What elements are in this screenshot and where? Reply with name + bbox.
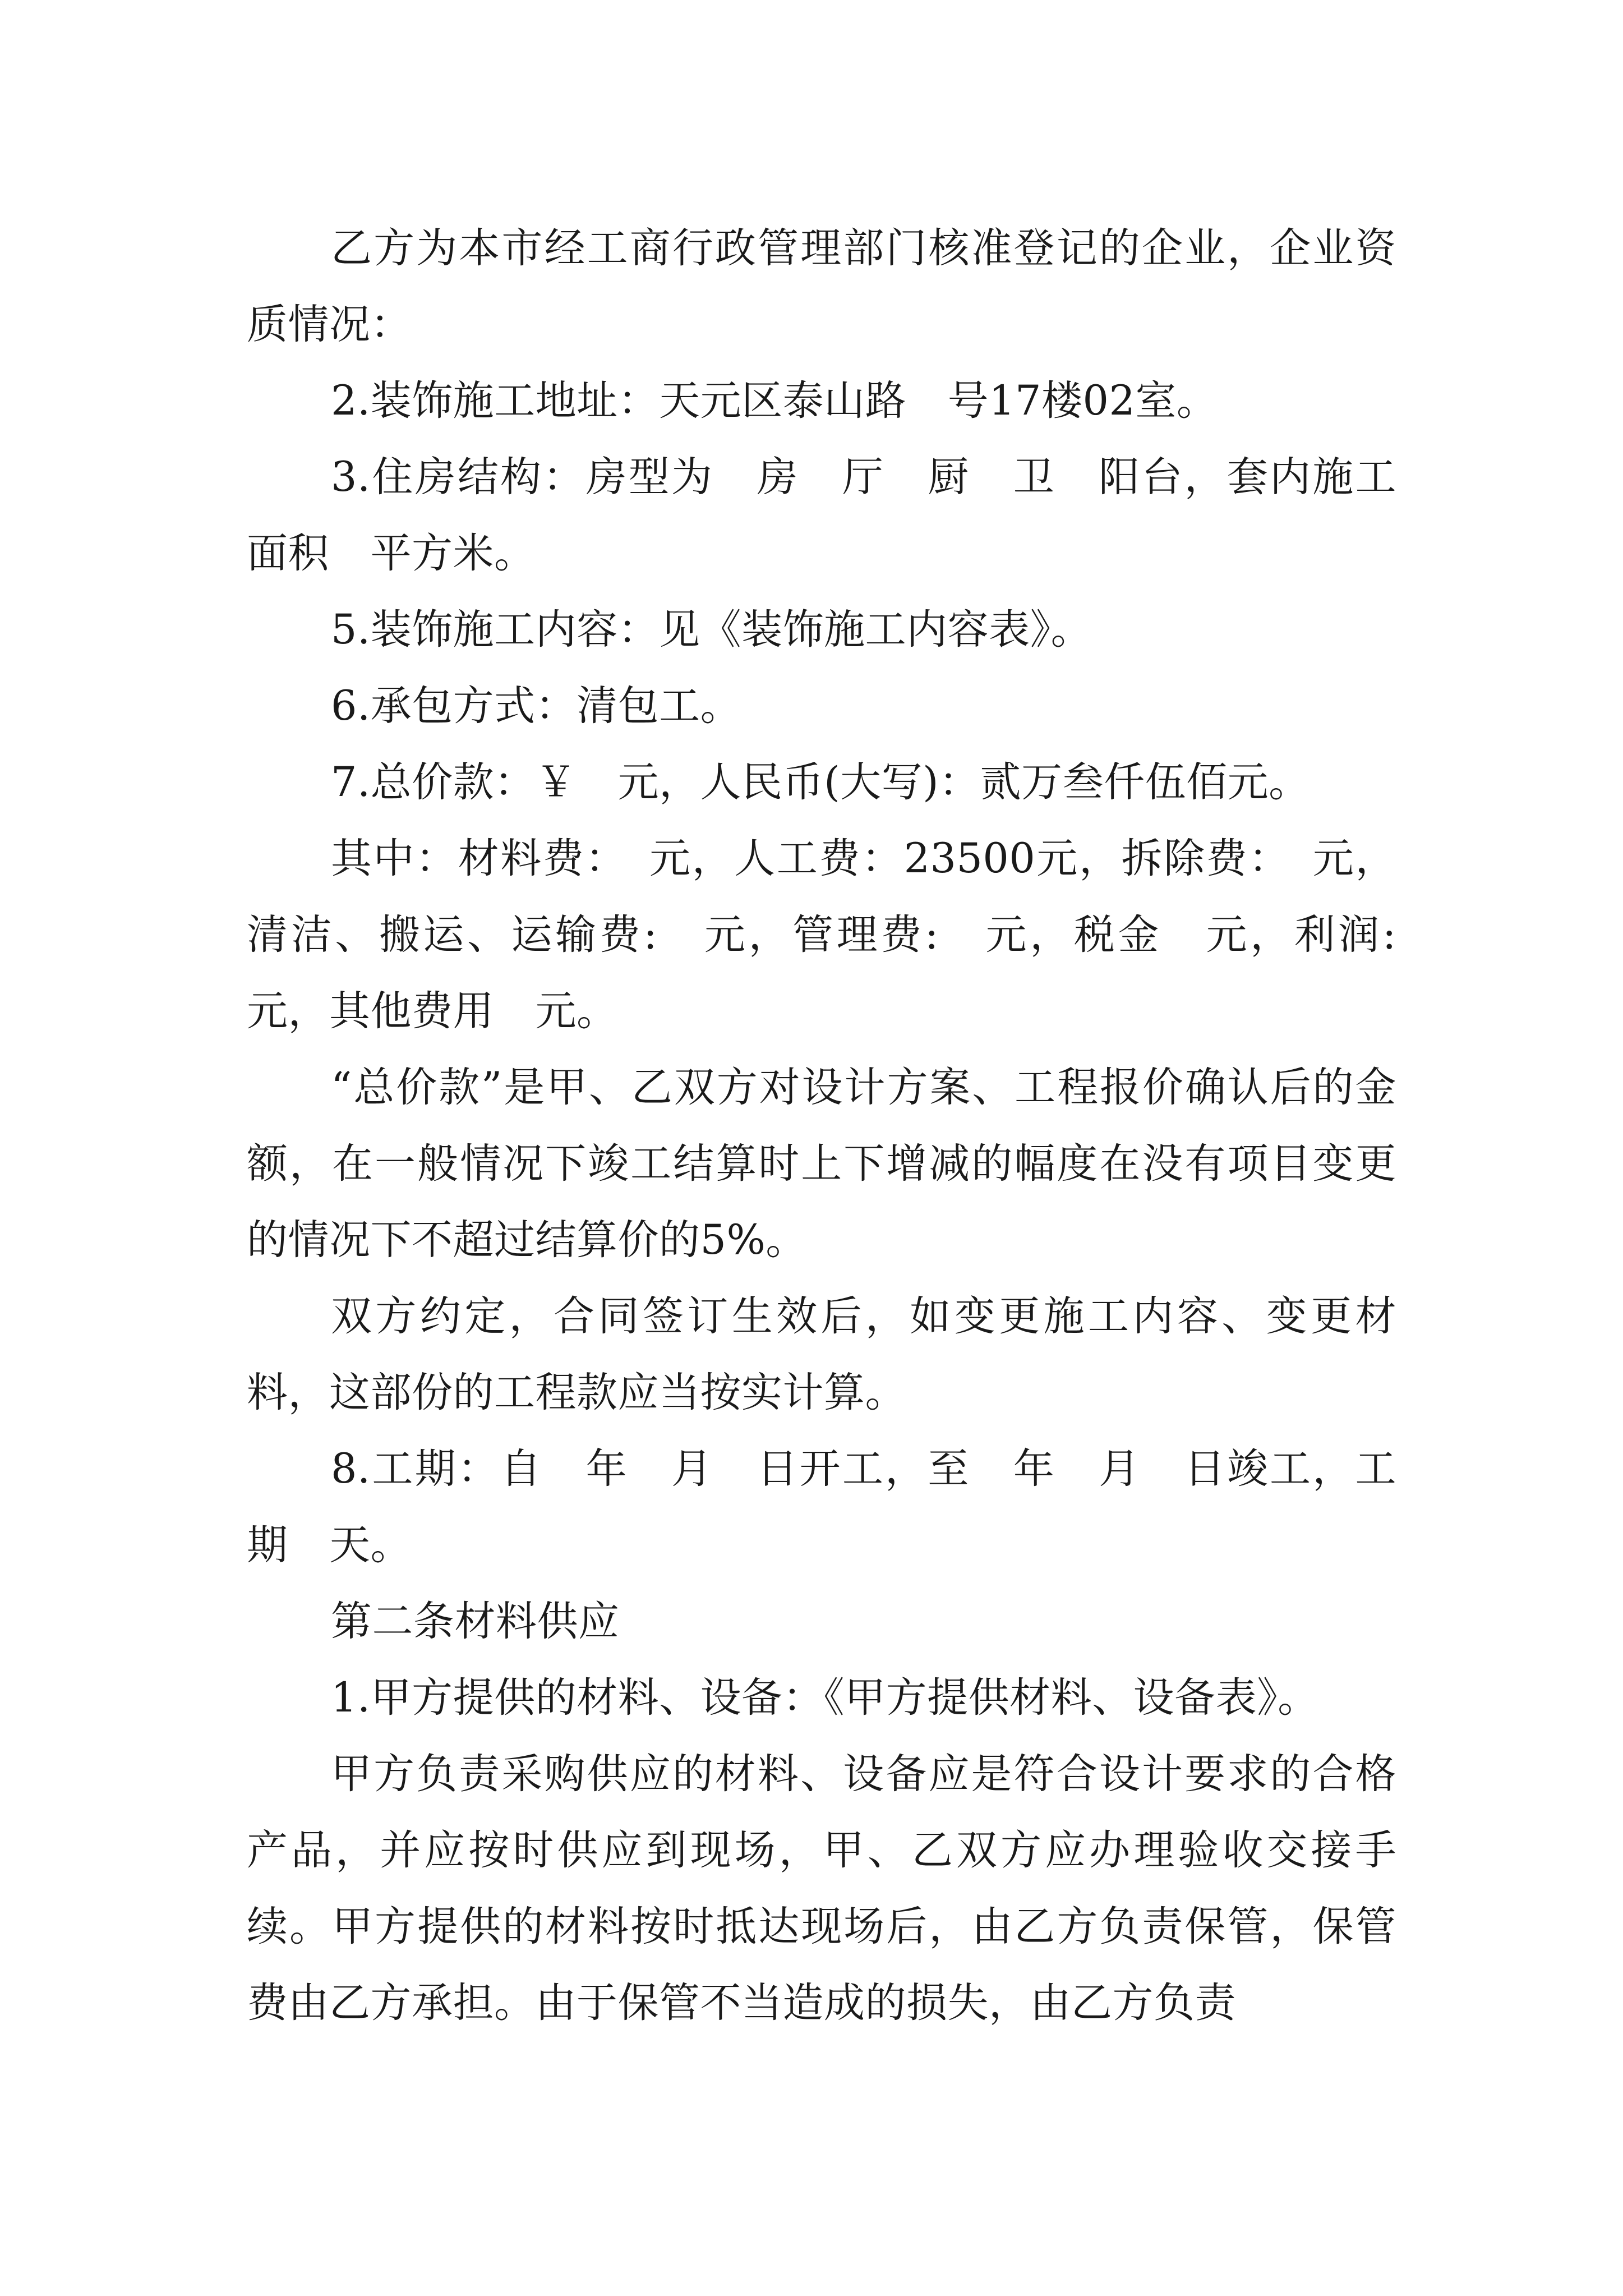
paragraph-construction-period: 8.工期：自 年 月 日开工，至 年 月 日竣工，工期 天。 xyxy=(247,1445,1396,1569)
paragraph-total-price-definition: “总价款”是甲、乙双方对设计方案、工程报价确认后的金额，在一般情况下竣工结算时上下增减的幅度在没有项目变更的情况下不超过结算价的5%。 xyxy=(247,1064,1396,1264)
paragraph-construction-content: 5.装饰施工内容：见《装饰施工内容表》。 xyxy=(331,606,1092,654)
section-heading-material-supply: 第二条材料供应 xyxy=(331,1598,620,1645)
paragraph-cost-breakdown: 其中：材料费： 元，人工费：23500元，拆除费： 元，清洁、搬运、运输费: 元，管理费: 元，税金 元，利润: 元，其他费用 元。 xyxy=(247,835,1438,1035)
paragraph-change-agreement: 双方约定，合同签订生效后，如变更施工内容、变更材料，这部份的工程款应当按实计算。 xyxy=(247,1292,1396,1416)
paragraph-construction-address: 2.装饰施工地址：天元区泰山路 号17楼02室。 xyxy=(331,377,1218,425)
paragraph-party-a-materials: 1.甲方提供的材料、设备：《甲方提供材料、设备表》。 xyxy=(331,1674,1319,1722)
paragraph-total-price: 7.总价款：￥ 元，人民币(大写)：贰万叁仟伍佰元。 xyxy=(331,758,1310,806)
paragraph-enterprise-qualification: 乙方为本市经工商行政管理部门核准登记的企业，企业资质情况： xyxy=(247,224,1396,348)
paragraph-contract-method: 6.承包方式：清包工。 xyxy=(331,682,742,730)
document-body xyxy=(247,210,1438,2041)
paragraph-party-a-responsibility: 甲方负责采购供应的材料、设备应是符合设计要求的合格产品，并应按时供应到现场，甲、乙双方应办理验收交接手续。甲方提供的材料按时抵达现场后，由乙方负责保管，保管费由乙方承担。由于保管不当造成的损失，由乙方负责 xyxy=(247,1750,1396,2027)
paragraph-housing-structure: 3.住房结构：房型为 房 厅 厨 卫 阳台，套内施工面积 平方米。 xyxy=(247,453,1396,577)
